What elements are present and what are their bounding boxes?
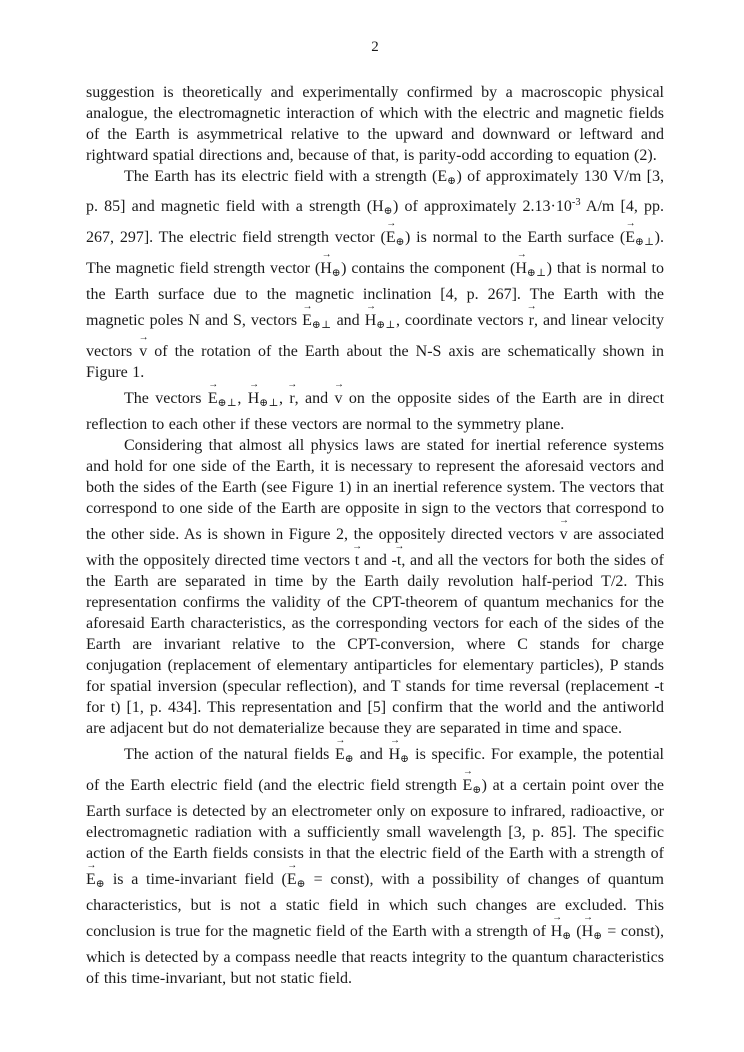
text-run: The action of the natural fields (124, 746, 335, 763)
text-run: is a time-invariant field ( (105, 871, 287, 888)
vector-notation: → r (289, 383, 294, 409)
subscript-notation: ⊕⊥ (634, 237, 655, 248)
text-run: is specific. For example, the potential of the Earth electric field (and the electric field strength (86, 746, 664, 794)
text-run: and - (359, 552, 397, 569)
text-run: ) that is normal to the Earth surface due to the magnetic inclination [4, p. 267]. The Earth with the magnetic poles N and S, vectors (86, 260, 664, 329)
document-body (86, 82, 664, 989)
text-run: , and all the vectors for both the sides of the Earth are separated in time by the Earth daily revolution half-period T/2. This representation confirms the validity of the CPT-theorem of quantum mechanics for the aforesaid Earth characteristics, as the corresponding vectors for each of the sides of the Earth are invariant relative to the CPT-conversion, where C stands for charge conjugation (replacement of elementary antiparticles for elementary particles), P stands for spatial inversion (specular reflection), and T stands for time reversal (replacement -t for t) [1, p. 434]. This representation and [5] confirm that the world and the antiworld are adjacent but do not dematerialize because they are separated in time and space. (86, 552, 664, 737)
vector-notation: → E (335, 739, 345, 765)
page-number: 2 (371, 39, 379, 55)
vector-notation: → E (302, 305, 312, 331)
paragraph (86, 383, 664, 435)
subscript-notation: ⊕⊥ (259, 398, 279, 409)
text-run: , (278, 390, 290, 407)
subscript-notation: ⊕ (296, 879, 306, 890)
vector-notation: → v (335, 383, 343, 409)
text-run: of the rotation of the Earth about the N-S axis are schematically shown in Figure 1. (86, 343, 665, 381)
paragraph (86, 82, 664, 166)
paragraph (86, 166, 664, 383)
subscript-notation: ⊕ (472, 785, 482, 796)
text-run: ) at a certain point over the Earth surface is detected by an electrometer only on exposure to infrared, radioactive, or electromagnetic radiation with a sufficiently small wavelength [3, p. 85]. The specific action of the Earth fields consists in that the electric field of the Earth with a strength of (86, 777, 665, 862)
text-run: The Earth has its electric field with a strength (E (124, 168, 448, 185)
text-run: , and (294, 390, 335, 407)
subscript-notation: ⊕ (400, 754, 410, 765)
vector-notation: → E (287, 864, 297, 890)
text-run: , coordinate vectors (395, 312, 529, 329)
vector-notation: → E (208, 383, 218, 409)
vector-notation: → t (355, 545, 359, 571)
vector-notation: → t (397, 545, 401, 571)
text-run: suggestion is theoretically and experimentally confirmed by a macroscopic physical analogue, the electromagnetic interaction of which with the electric and magnetic fields of the Earth is asymmetrical relative to the upward and downward or leftward and rightward spatial directions and, because of that, is parity-odd according to equation (2). (86, 84, 664, 164)
text-run: are associated with the oppositely directed time vectors (86, 526, 665, 569)
paragraph (86, 739, 664, 989)
subscript-notation: ⊕⊥ (376, 320, 396, 331)
vector-notation: → H (389, 739, 401, 765)
subscript-notation: ⊕⊥ (311, 320, 332, 331)
paragraph (86, 435, 664, 739)
vector-notation: → E (463, 770, 473, 796)
text-run: ). The magnetic field strength vector ( (86, 229, 664, 277)
vector-notation: → E (625, 222, 635, 248)
vector-notation: → r (529, 305, 534, 331)
subscript-notation: ⊕ (331, 268, 342, 279)
subscript-notation: ⊕ (344, 754, 355, 765)
text-run: Considering that almost all physics laws are stated for inertial reference systems and hold for one side of the Earth, it is necessary to represent the aforesaid vectors and both the sides of the Earth (see Figure 1) in an inertial reference system. The vectors that correspond to one side of the Earth are opposite in sign to the vectors that correspond to the other side. As is shown in Figure 2, the oppositely directed vectors (86, 437, 664, 543)
subscript-notation: ⊕⊥ (217, 398, 238, 409)
vector-notation: → H (515, 253, 527, 279)
vector-notation: → H (365, 305, 377, 331)
vector-notation: → H (248, 383, 260, 409)
text-run: , (237, 390, 248, 407)
text-run: and (331, 312, 365, 329)
text-run: A/m [4, pp. 267, 297]. The electric field strength vector ( (86, 198, 665, 246)
text-run: on the opposite sides of the Earth are in direct reflection to each other if these vectors are normal to the symmetry plane. (86, 390, 665, 433)
text-run: = const), which is detected by a compass needle that reacts integrity to the quantum characteristics of this time-invariant, but not static field. (86, 923, 665, 987)
vector-notation: → H (320, 253, 332, 279)
vector-notation: → E (386, 222, 396, 248)
vector-notation: → v (139, 336, 147, 362)
subscript-notation: ⊕⊥ (526, 268, 547, 279)
text-run: ( (571, 923, 582, 940)
text-run: ) contains the component ( (341, 260, 516, 277)
vector-notation: → H (551, 916, 563, 942)
subscript-notation: ⊕ (447, 176, 457, 187)
superscript-notation: -3 (571, 197, 581, 208)
text-run: and (354, 746, 389, 763)
text-run: The vectors (124, 390, 208, 407)
text-run: ) is normal to the Earth surface ( (404, 229, 626, 246)
subscript-notation: ⊕ (395, 237, 405, 248)
vector-notation: → v (560, 519, 568, 545)
text-run: ) of approximately 2.13·10 (392, 198, 572, 215)
subscript-notation: ⊕ (593, 931, 603, 942)
text-run: , and linear velocity vectors (86, 312, 665, 360)
subscript-notation: ⊕ (383, 206, 393, 217)
subscript-notation: ⊕ (95, 879, 106, 890)
text-run: = const), with a possibility of changes of quantum characteristics, but is not a static field in which such changes are excluded. This conclusion is true for the magnetic field of the Earth with a strength of (86, 871, 665, 940)
subscript-notation: ⊕ (562, 931, 572, 942)
vector-notation: → H (582, 916, 594, 942)
vector-notation: → E (86, 864, 96, 890)
text-run: ) of approximately 130 V/m [3, p. 85] and magnetic field with a strength (H (86, 168, 664, 215)
